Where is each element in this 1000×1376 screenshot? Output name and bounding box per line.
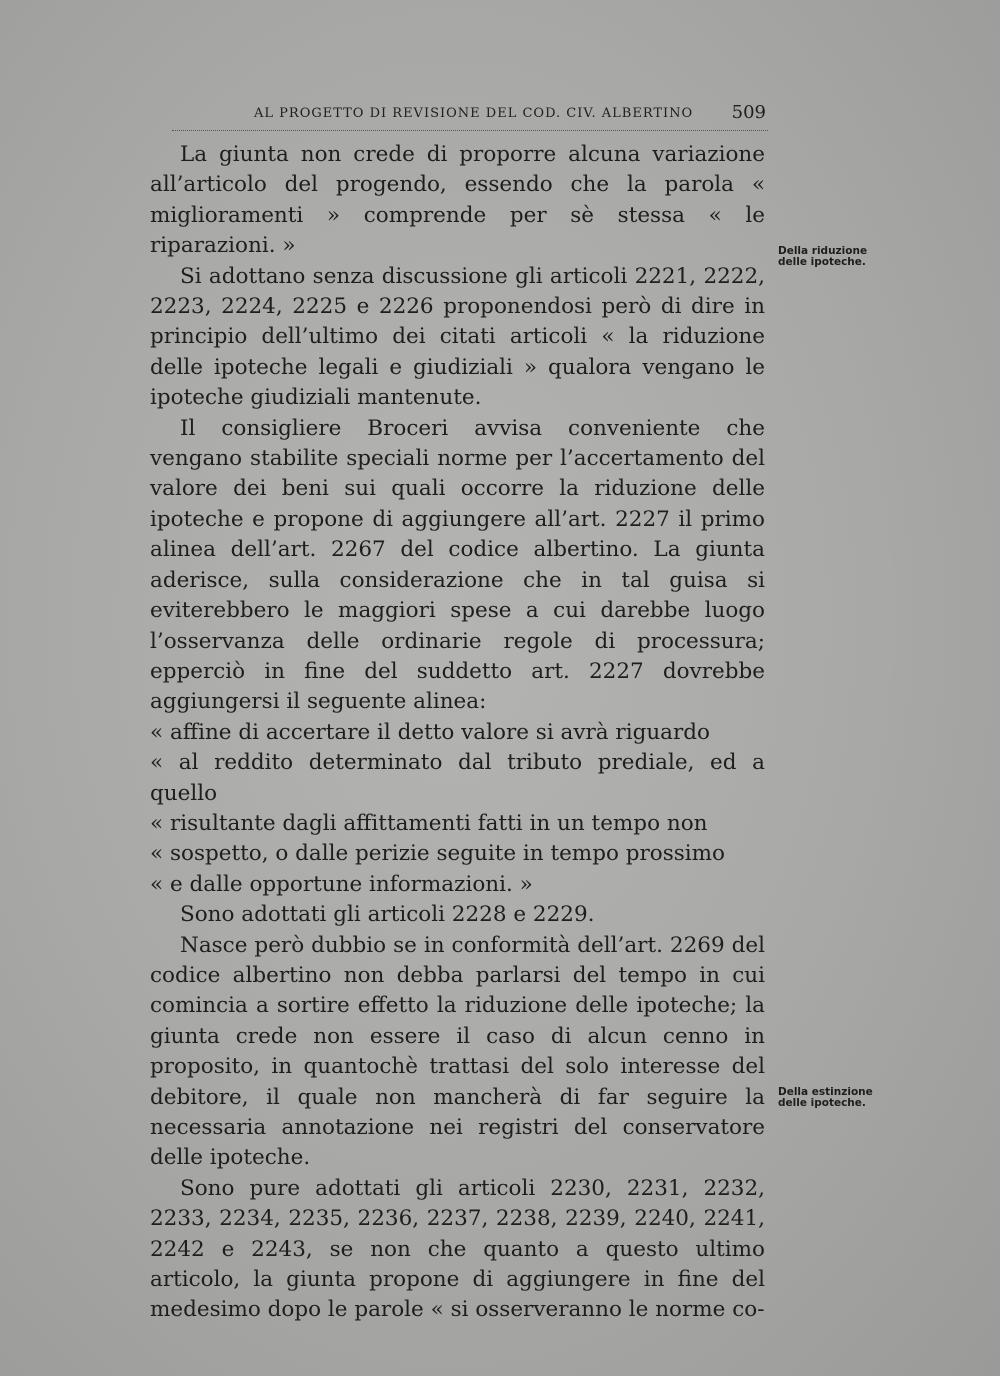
quote-line: « e dalle opportune informazioni. » (150, 871, 533, 897)
paragraph: Sono adottati gli articoli 2228 e 2229. (180, 902, 595, 928)
body-text (150, 140, 765, 1326)
paragraph: Sono pure adottati gli articoli 2230, 2231, 2232, 2233, 2234, 2235, 2236, 2237, 2238, 2239, 2240, 2241, 2242 e 2243, se non che quanto a questo ultimo articolo, la giunta propone di aggiungere in fine del medesimo dopo le parole « si osserveranno le norme co- (150, 1175, 765, 1323)
quoted-amendment (150, 718, 765, 900)
page-number: 509 (731, 102, 766, 123)
margin-note-estinzione: Della estinzione delle ipoteche. (778, 1086, 873, 1109)
quote-line: « sospetto, o dalle perizie seguite in tempo prossimo (150, 841, 725, 867)
paragraph: Si adottano senza discussione gli articoli 2221, 2222, 2223, 2224, 2225 e 2226 proponendosi però di dire in principio dell’ultimo dei citati articoli « la riduzione delle ipoteche legali e giudiziali » qualora vengano le ipoteche giudiziali mantenute. (150, 263, 765, 411)
paragraph: Nasce però dubbio se in conformità dell’art. 2269 del codice albertino non debba parlarsi del tempo in cui comincia a sortire effetto la riduzione delle ipoteche; la giunta crede non essere il caso di alcun cenno in proposito, in quantochè trattasi del solo interesse del debitore, il quale non mancherà di far seguire la necessaria annotazione nei registri del conservatore delle ipoteche. (150, 932, 765, 1171)
margin-note-riduzione: Della riduzione delle ipoteche. (778, 245, 868, 268)
running-title: AL PROGETTO DI REVISIONE DEL COD. CIV. ALBERTINO (254, 106, 694, 121)
quote-line: « affine di accertare il detto valore si avrà riguardo (150, 719, 710, 745)
page-header (172, 100, 768, 131)
quote-line: « al reddito determinato dal tributo prediale, ed a quello (150, 750, 765, 806)
paragraph: Il consigliere Broceri avvisa conveniente che vengano stabilite speciali norme per l’accertamento del valore dei beni sui quali occorre la riduzione delle ipoteche e propone di aggiungere all’art. 2227 il primo alinea dell’art. 2267 del codice albertino. La giunta aderisce, sulla considerazione che in tal guisa si eviterebbero le maggiori spese a cui darebbe luogo l’osservanza delle ordinarie regole di processura; epperciò in fine del suddetto art. 2227 dovrebbe aggiungersi il seguente alinea: (150, 415, 765, 715)
quote-line: « risultante dagli affittamenti fatti in un tempo non (150, 810, 708, 836)
paragraph: La giunta non crede di proporre alcuna variazione all’articolo del progendo, essendo che la parola « miglioramenti » comprende per sè stessa « le riparazioni. » (150, 142, 765, 259)
